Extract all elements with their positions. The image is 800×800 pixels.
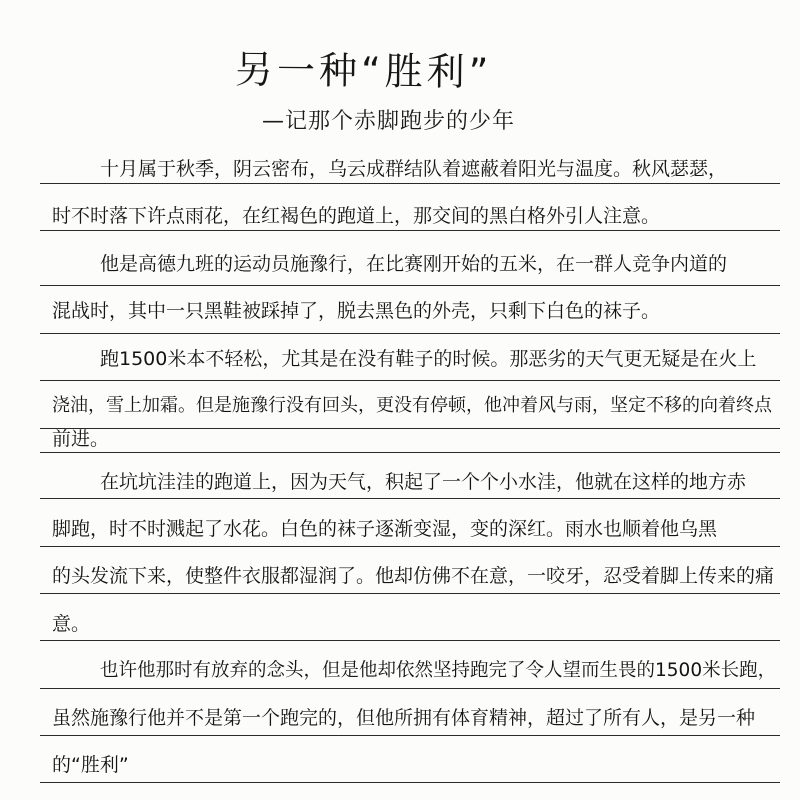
essay-line: 他是高德九班的运动员施豫行，在比赛刚开始的五米，在一群人竞争内道的 — [100, 253, 728, 275]
essay-subtitle: —记那个赤脚跑步的少年 — [262, 109, 516, 134]
essay-line: 在坑坑洼洼的跑道上，因为天气，积起了一个个小水洼，他就在这样的地方赤 — [100, 471, 747, 493]
essay-line: 前进。 — [52, 428, 110, 450]
ruled-line — [40, 380, 780, 381]
ruled-line — [40, 183, 780, 184]
ruled-line — [40, 230, 780, 231]
essay-line: 的头发流下来，使整件衣服都湿润了。他却仿佛不在意，一咬牙，忍受着脚上传来的痛 — [52, 565, 775, 587]
essay-line: 跑1500米本不轻松，尤其是在没有鞋子的时候。那恶劣的天气更无疑是在火上 — [100, 348, 757, 370]
essay-line: 十月属于秋季，阴云密布，乌云成群结队着遮蔽着阳光与温度。秋风瑟瑟， — [100, 158, 728, 180]
ruled-line — [40, 782, 780, 783]
ruled-line — [40, 285, 780, 286]
essay-line: 混战时，其中一只黑鞋被踩掉了，脱去黑色的外壳，只剩下白色的袜子。 — [52, 300, 661, 322]
essay-title: 另一种“胜利” — [234, 47, 493, 95]
essay-line: 的“胜利” — [52, 754, 129, 776]
ruled-line — [40, 333, 780, 334]
essay-line: 时不时落下许点雨花，在红褐色的跑道上，那交间的黑白格外引人注意。 — [52, 205, 661, 227]
ruled-line — [40, 735, 780, 736]
essay-line: 脚跑，时不时溅起了水花。白色的袜子逐渐变湿，变的深红。雨水也顺着他乌黑 — [52, 518, 718, 540]
essay-line: 意。 — [52, 613, 91, 635]
ruled-line — [40, 498, 780, 499]
ruled-line — [40, 688, 780, 689]
essay-line: 浇油，雪上加霜。但是施豫行没有回头，更没有停顿，他冲着风与雨，坚定不移的向着终点 — [52, 395, 772, 416]
ruled-line — [40, 593, 780, 594]
ruled-line — [40, 546, 780, 547]
essay-line: 虽然施豫行他并不是第一个跑完的，但他所拥有体育精神，超过了所有人，是另一种 — [52, 707, 756, 729]
essay-line: 也许他那时有放弃的念头，但是他却依然坚持跑完了令人望而生畏的1500米长跑， — [100, 660, 777, 681]
ruled-line — [40, 640, 780, 641]
